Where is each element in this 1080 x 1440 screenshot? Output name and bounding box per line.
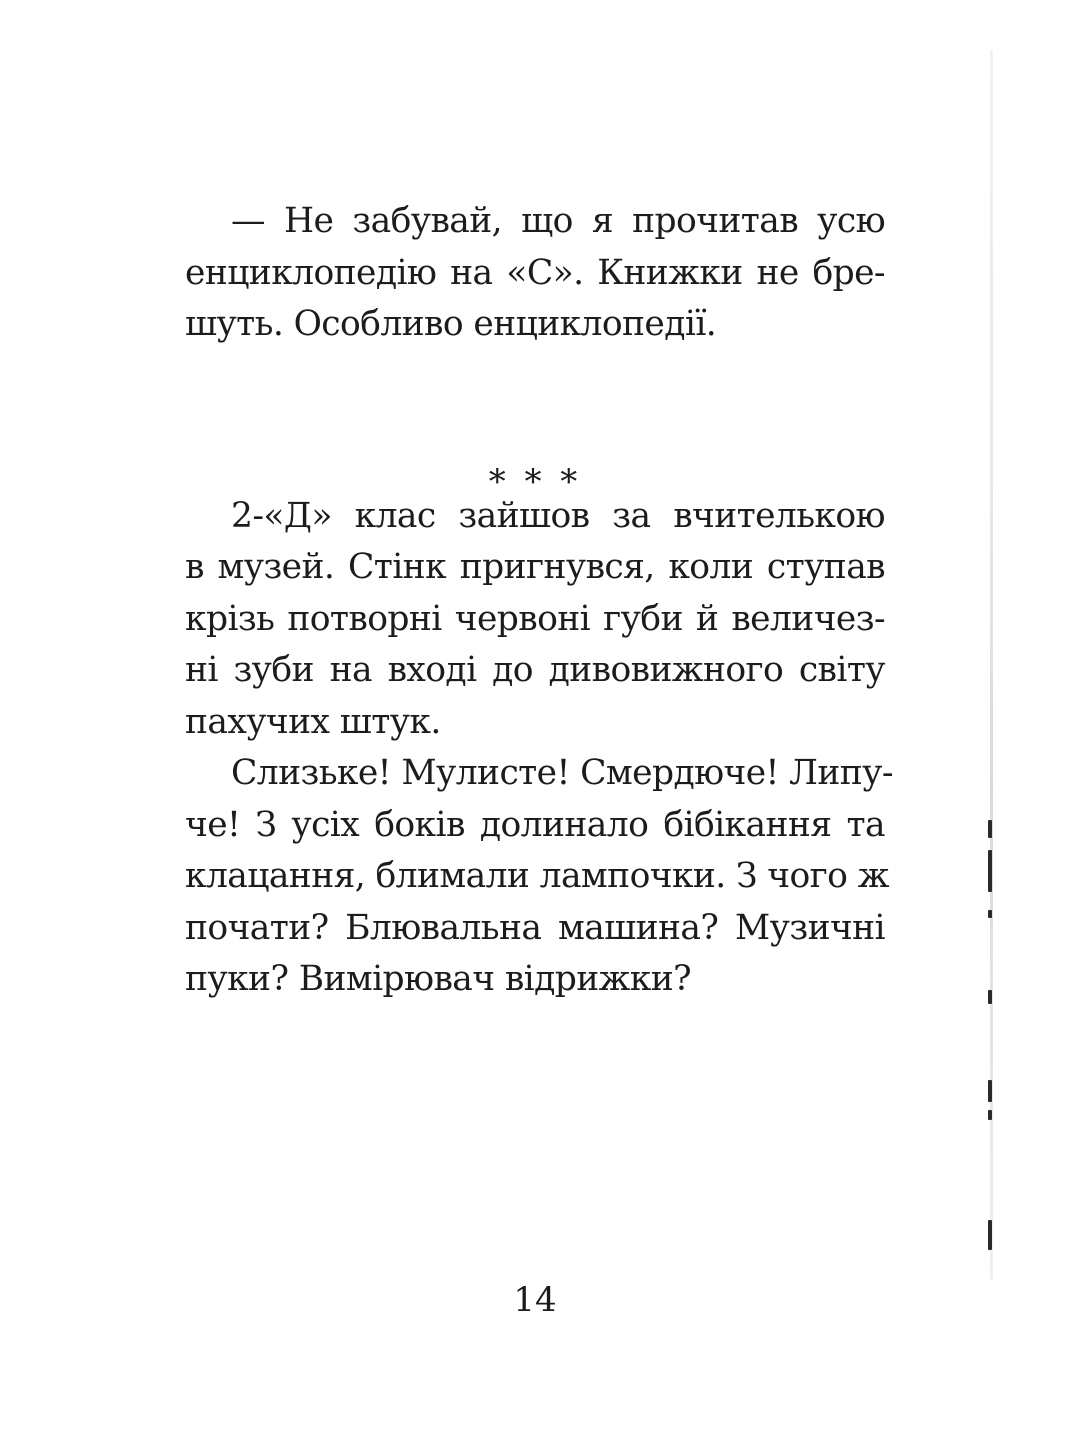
text-line: почати? Блювальна машина? Музичні	[185, 907, 885, 948]
text-line: крізь потворні червоні губи й величез-	[185, 598, 885, 639]
page-number: 14	[513, 1280, 557, 1320]
text-line: ні зуби на вході до дивовижного світу	[185, 650, 885, 690]
text-line: Слизьке! Мулисте! Смердюче! Липу-	[231, 753, 893, 793]
text-line: че! З усіх боків долинало бібікання та	[185, 804, 885, 845]
text-line: клацання, блимали лампочки. З чого ж	[185, 856, 889, 896]
text-line: 2-«Д» клас зайшов за вчителькою	[231, 495, 885, 536]
text-line: шуть. Особливо енциклопедії.	[185, 304, 717, 344]
paragraph-2	[185, 491, 885, 749]
text-line: — Не забувай, що я прочитав усю	[231, 201, 885, 241]
text-line: пуки? Вимірювач відрижки?	[185, 959, 691, 999]
text-line: пахучих штук.	[185, 701, 441, 742]
paragraph-3	[185, 748, 893, 1006]
text-line: енциклопедію на «С». Книжки не бре-	[185, 252, 885, 293]
text-line: в музей. Стінк пригнувся, коли ступав	[185, 547, 885, 587]
main-text	[185, 196, 893, 1006]
section-separator: * * *	[488, 462, 582, 502]
paragraph-1	[185, 196, 885, 351]
adjacent-page-marks	[984, 790, 994, 1250]
